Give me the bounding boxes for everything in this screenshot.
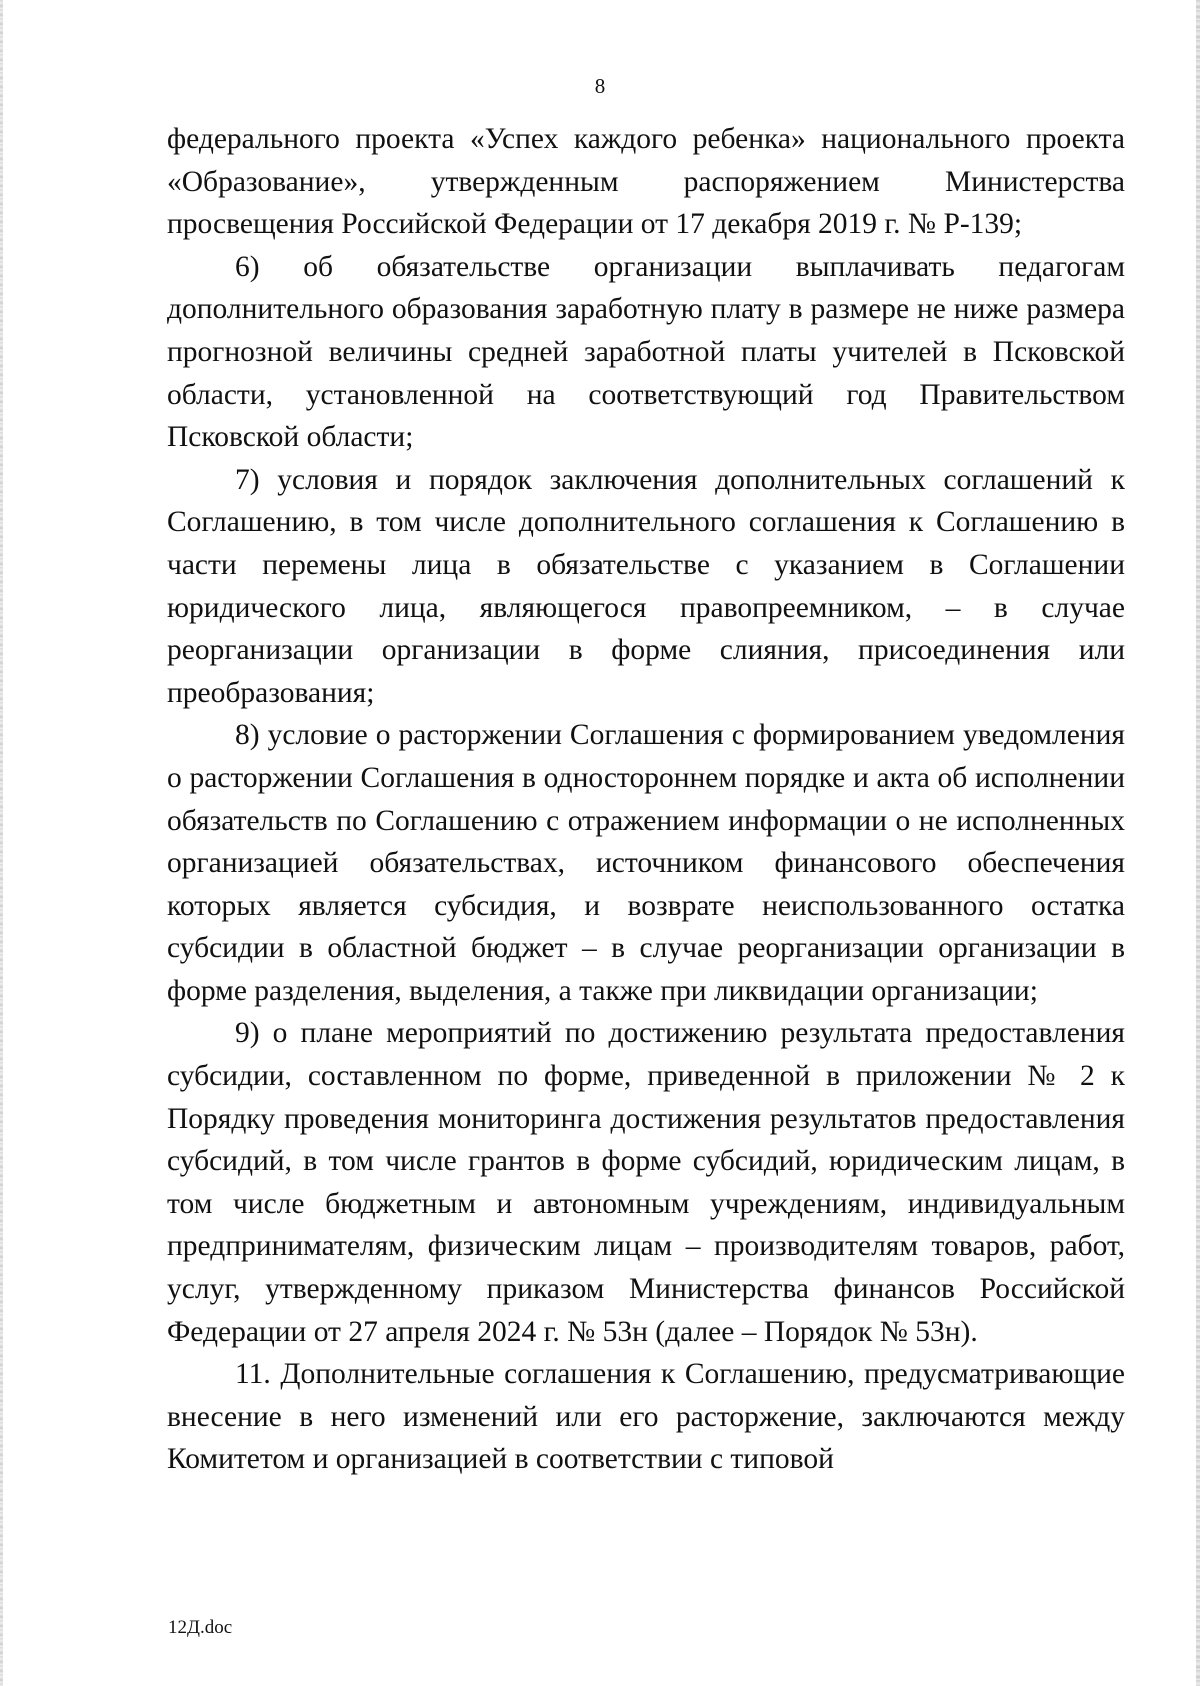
paragraph-item-7: 7) условия и порядок заключения дополнительных соглашений к Соглашению, в том числе дополнительного соглашения к Соглашению в части перемены лица в обязательстве с указанием в Соглашении юридического лица, являющегося правопреемником, – в случае реорганизации организации в форме слияния, присоединения или преобразования; <box>167 463 1125 709</box>
paragraph-item-6: 6) об обязательстве организации выплачивать педагогам дополнительного образования заработную плату в размере не ниже размера прогнозной величины средней заработной платы учителей в Псковской области, установленной на соответствующий год Правительством Псковской области; <box>167 250 1125 454</box>
document-body <box>167 118 1125 1481</box>
page-number: 8 <box>594 74 606 98</box>
paragraph-continuation: федерального проекта «Успех каждого ребенка» национального проекта «Образование», утвержденным распоряжением Министерства просвещения Российской Федерации от 17 декабря 2019 г. № Р-139; <box>167 123 1125 241</box>
footer-filename: 12Д.doc <box>168 1617 233 1638</box>
paragraph-item-8: 8) условие о расторжении Соглашения с формированием уведомления о расторжении Соглашения в одностороннем порядке и акта об исполнении обязательств по Соглашению с отражением информации о не исполненных организацией обязательствах, источником финансового обеспечения которых является субсидия, и возврате неиспользованного остатка субсидии в областной бюджет – в случае реорганизации организации в форме разделения, выделения, а также при ликвидации организации; <box>167 719 1125 1007</box>
scan-edge-right <box>1196 0 1200 1686</box>
paragraph-clause-11: 11. Дополнительные соглашения к Соглашению, предусматривающие внесение в него изменений или его расторжение, заключаются между Комитетом и организацией в соответствии с типовой <box>167 1358 1125 1476</box>
paragraph-item-9: 9) о плане мероприятий по достижению результата предоставления субсидии, составленном по форме, приведенной в приложении № 2 к Порядку проведения мониторинга достижения результатов предоставления субсидий, в том числе грантов в форме субсидий, юридическим лицам, в том числе бюджетным и автономным учреждениям, индивидуальным предпринимателям, физическим лицам – производителям товаров, работ, услуг, утвержденному приказом Министерства финансов Российской Федерации от 27 апреля 2024 г. № 53н (далее – Порядок № 53н). <box>167 1017 1125 1348</box>
scan-edge-left <box>0 0 3 1686</box>
